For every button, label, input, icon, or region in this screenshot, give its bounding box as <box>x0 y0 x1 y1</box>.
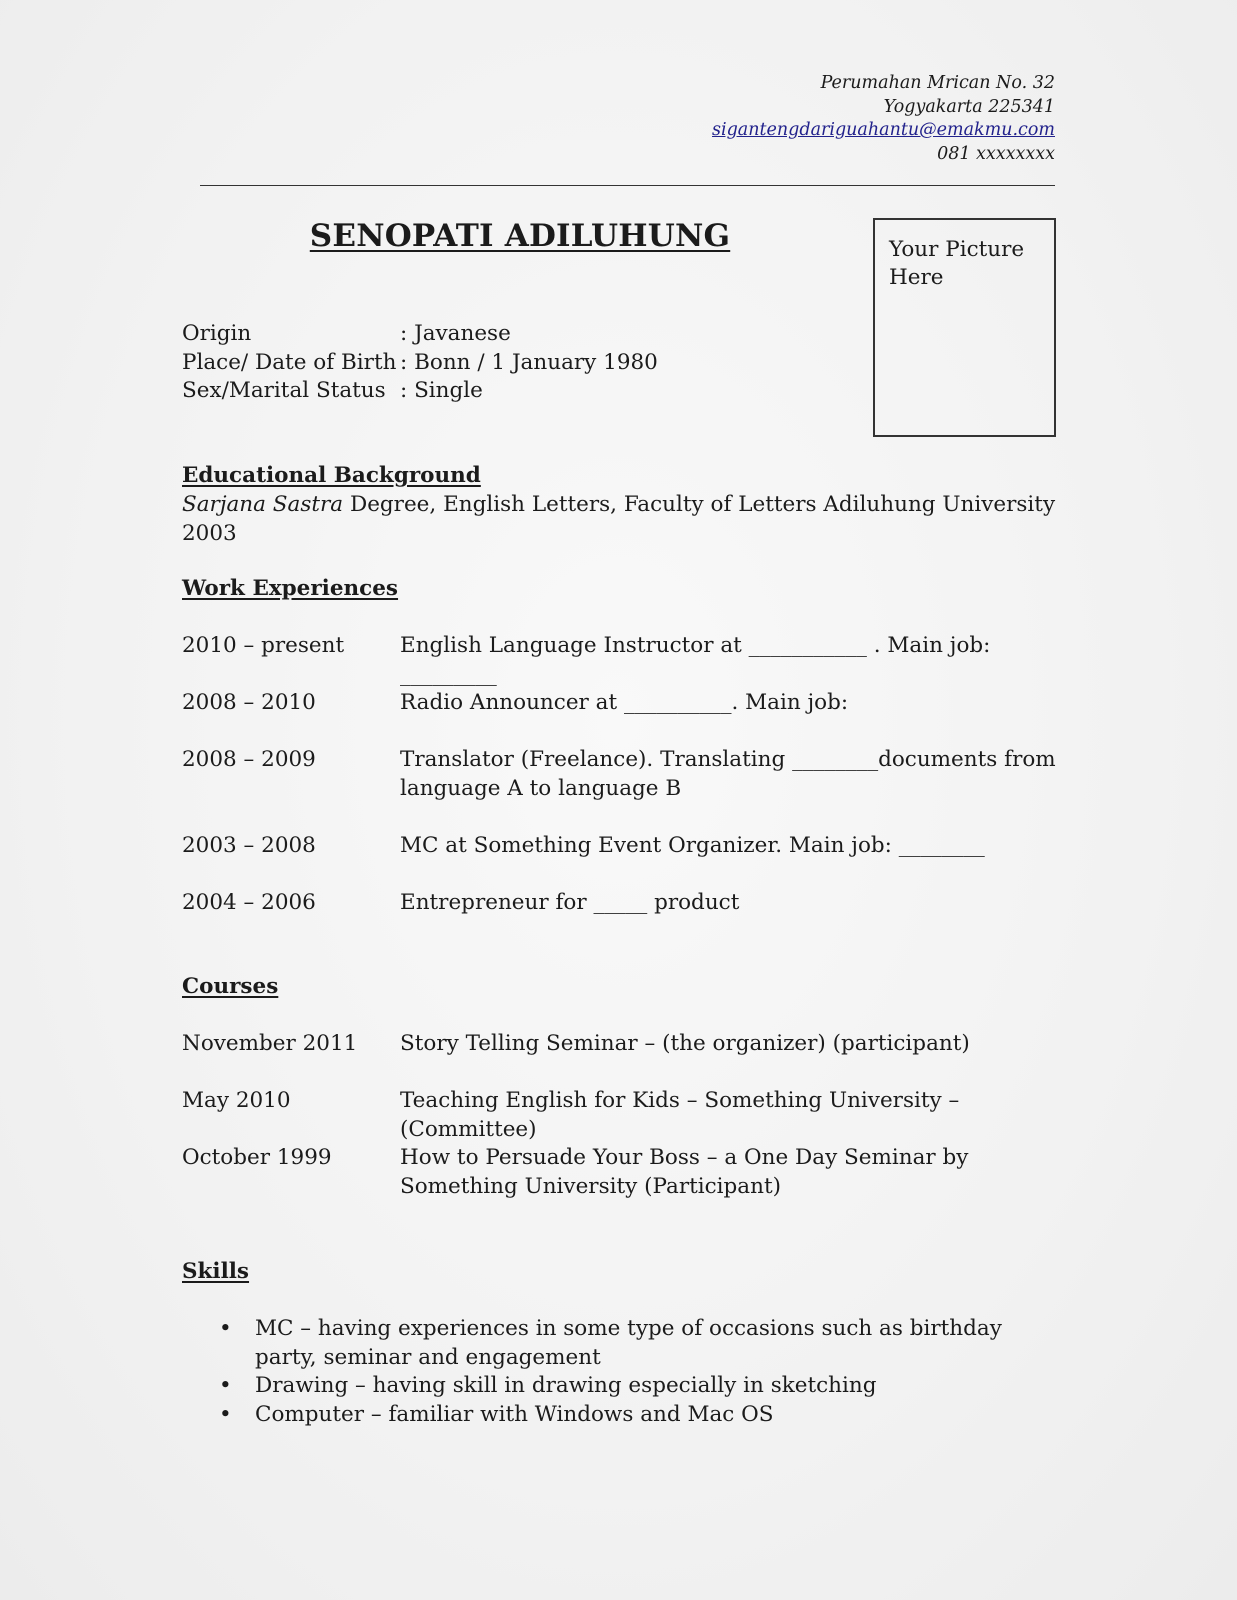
personal-info-value: : Bonn / 1 January 1980 <box>400 349 658 375</box>
work-entry <box>182 632 1062 689</box>
personal-info-row <box>182 349 658 378</box>
skill-item <box>216 1372 1062 1401</box>
personal-info-label: Origin <box>182 321 252 346</box>
address-city: Yogyakarta 225341 <box>883 96 1055 117</box>
education-heading: Educational Background <box>182 463 481 488</box>
work-entry <box>182 746 1062 803</box>
work-experiences-heading: Work Experiences <box>182 576 399 601</box>
skill-item <box>216 1315 1062 1372</box>
contact-phone: 081 xxxxxxxx <box>937 143 1055 164</box>
personal-info-value: : Javanese <box>400 321 511 346</box>
work-entry-date: 2003 – 2008 <box>182 833 316 858</box>
personal-info-label: Place/ Date of Birth <box>182 349 397 375</box>
header-divider <box>200 185 1055 186</box>
applicant-name: SENOPATI ADILUHUNG <box>309 218 731 254</box>
bullet-icon: • <box>219 1401 232 1427</box>
skill-text: Computer – familiar with Windows and Mac OS <box>255 1401 774 1427</box>
work-entry <box>182 832 1062 861</box>
course-entry <box>182 1030 1062 1059</box>
work-entry <box>182 689 1062 718</box>
work-entry-description: MC at Something Event Organizer. Main job: ________ <box>400 833 985 858</box>
course-entry-description: How to Persuade Your Boss – a One Day Seminar by Something University (Participant) <box>400 1145 969 1199</box>
contact-email-link[interactable]: sigantengdariguahantu@emakmu.com <box>712 120 1055 140</box>
course-entry <box>182 1144 1062 1201</box>
skill-text: MC – having experiences in some type of occasions such as birthday party, seminar and engagement <box>255 1316 1002 1370</box>
work-entry-description: Entrepreneur for _____ product <box>400 890 740 915</box>
course-entry-date: October 1999 <box>182 1145 332 1170</box>
personal-info-value: : Single <box>400 378 483 403</box>
skills-list <box>216 1315 1062 1429</box>
course-entry-date: November 2011 <box>182 1031 358 1056</box>
personal-info-row <box>182 377 658 406</box>
picture-placeholder-label: Your Picture Here <box>889 237 1025 290</box>
degree-title: Sarjana Sastra <box>182 492 344 517</box>
skills-heading: Skills <box>182 1259 250 1284</box>
work-entry-date: 2008 – 2010 <box>182 690 316 715</box>
course-entry-description: Story Telling Seminar – (the organizer) (participant) <box>400 1031 970 1056</box>
personal-info <box>182 320 658 406</box>
work-entry-date: 2008 – 2009 <box>182 747 316 772</box>
skill-text: Drawing – having skill in drawing especially in sketching <box>255 1373 877 1398</box>
courses-heading: Courses <box>182 974 279 999</box>
work-entry <box>182 889 1062 918</box>
work-entry-description: English Language Instructor at ___________ . Main job: _________ <box>400 633 991 687</box>
degree-details: Degree, English Letters, Faculty of Letters Adiluhung University 2003 <box>182 492 1056 546</box>
work-entry-date: 2004 – 2006 <box>182 890 316 915</box>
skill-item <box>216 1401 1062 1430</box>
course-entry-date: May 2010 <box>182 1088 291 1113</box>
picture-placeholder-box <box>873 218 1056 437</box>
bullet-icon: • <box>219 1316 232 1341</box>
work-entry-description: Translator (Freelance). Translating ________documents from language A to language B <box>400 747 1056 801</box>
address-street: Perumahan Mrican No. 32 <box>820 73 1055 93</box>
personal-info-label: Sex/Marital Status <box>182 378 386 403</box>
course-entry-description: Teaching English for Kids – Something University – (Committee) <box>400 1088 960 1142</box>
contact-address-block <box>635 72 1055 166</box>
personal-info-row <box>182 320 658 349</box>
course-entry <box>182 1087 1062 1144</box>
work-entry-description: Radio Announcer at __________. Main job: <box>400 690 849 715</box>
education-entry <box>182 491 1062 548</box>
bullet-icon: • <box>219 1373 232 1398</box>
work-entry-date: 2010 – present <box>182 633 345 658</box>
